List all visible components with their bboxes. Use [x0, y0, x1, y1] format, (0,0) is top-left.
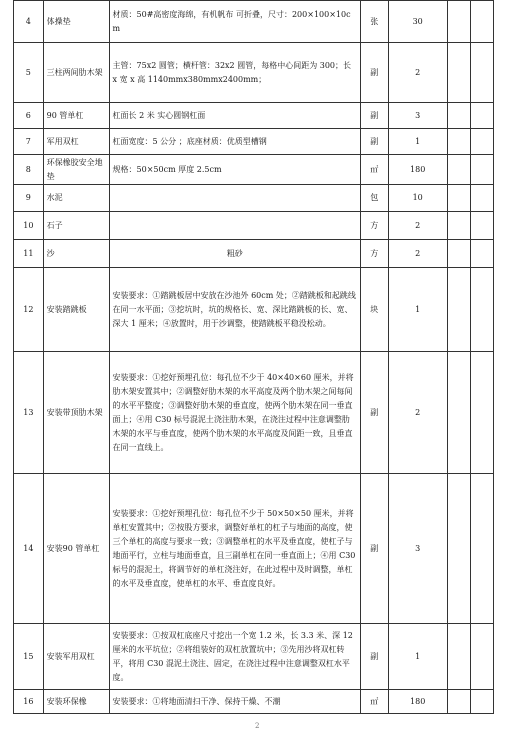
- item-unit: 方: [361, 212, 388, 240]
- item-name: 三柱两间肋木架: [43, 43, 109, 103]
- empty-cell: [470, 43, 493, 103]
- row-number: 10: [14, 212, 44, 240]
- item-quantity: 3: [388, 103, 447, 129]
- empty-cell: [447, 155, 470, 185]
- item-spec: 材质：50#高密度海绵，有机帆布 可折叠，尺寸：200×100×10cm: [109, 1, 361, 43]
- item-unit: 张: [361, 1, 388, 43]
- spec-table: [13, 0, 494, 714]
- empty-cell: [470, 155, 493, 185]
- item-unit: 副: [361, 103, 388, 129]
- item-quantity: 2: [388, 240, 447, 268]
- item-unit: ㎡: [361, 155, 388, 185]
- table-row: [14, 268, 494, 352]
- empty-cell: [447, 474, 470, 624]
- table-row: [14, 212, 494, 240]
- row-number: 13: [14, 352, 44, 474]
- empty-cell: [447, 103, 470, 129]
- item-spec: 安装要求：①挖好预埋孔位：每孔位不少于 40×40×60 厘米，并将肋木架安置其中；②调整好肋木架的水平高度及两个肋木架之间每间的水平平整度；③调整好肋木架的垂直度，使两个肋木架在同一垂直面上；④用 C30 标号混泥土浇注肋木架，在浇注过程中注意调整肋木架的水平与垂直度，使两个肋木架的水平高度及间距一致，且垂直在同一直线上。: [109, 352, 361, 474]
- item-spec: [109, 185, 361, 212]
- item-quantity: 2: [388, 352, 447, 474]
- table-row: [14, 129, 494, 155]
- empty-cell: [470, 690, 493, 714]
- table-row: [14, 1, 494, 43]
- row-number: 8: [14, 155, 44, 185]
- item-name: 安装90 管单杠: [43, 474, 109, 624]
- item-spec: 粗砂: [109, 240, 361, 268]
- empty-cell: [447, 624, 470, 690]
- item-quantity: 3: [388, 474, 447, 624]
- empty-cell: [470, 240, 493, 268]
- empty-cell: [470, 268, 493, 352]
- item-quantity: 180: [388, 690, 447, 714]
- row-number: 7: [14, 129, 44, 155]
- item-name: 安装踏跳板: [43, 268, 109, 352]
- page-number: 2: [255, 722, 260, 730]
- item-spec: 安装要求：①踏跳板居中安放在沙池外 60cm 处；②踏跳板和起跳线在同一水平面；③挖坑时，坑的规格长、宽、深比踏跳板的长、宽、深大 1 厘米；④放置时，用于沙调整，使踏跳板平稳没松动。: [109, 268, 361, 352]
- item-name: 安装环保橡: [43, 690, 109, 714]
- row-number: 11: [14, 240, 44, 268]
- item-spec: 安装要求：①将地面清扫干净、保持干燥、不潮: [109, 690, 361, 714]
- empty-cell: [447, 129, 470, 155]
- item-unit: 方: [361, 240, 388, 268]
- item-name: 体操垫: [43, 1, 109, 43]
- empty-cell: [447, 1, 470, 43]
- row-number: 4: [14, 1, 44, 43]
- item-quantity: 10: [388, 185, 447, 212]
- row-number: 12: [14, 268, 44, 352]
- empty-cell: [470, 185, 493, 212]
- empty-cell: [447, 352, 470, 474]
- table-row: [14, 624, 494, 690]
- item-quantity: 1: [388, 268, 447, 352]
- empty-cell: [447, 268, 470, 352]
- item-name: 安装军用双杠: [43, 624, 109, 690]
- table-row: [14, 690, 494, 714]
- empty-cell: [470, 129, 493, 155]
- row-number: 5: [14, 43, 44, 103]
- table-row: [14, 43, 494, 103]
- item-name: 石子: [43, 212, 109, 240]
- item-spec: [109, 212, 361, 240]
- item-quantity: 2: [388, 43, 447, 103]
- item-name: 环保橡胶安全地垫: [43, 155, 109, 185]
- empty-cell: [447, 185, 470, 212]
- item-spec: 安装要求：①挖好预埋孔位：每孔位不少于 50×50×50 厘米，并将单杠安置其中；②按股方要求，调整好单杠的杠子与地面的高度，使三个单杠的高度与要求一致；③调整单杠的水平及垂直度，使杠子与地面平行，立柱与地面垂直，且三副单杠在同一垂直面上；④用 C30 标号的混泥土，将调节好的单杠浇注好，在此过程中及时调整，单杠的水平及垂直度，使单杠的水平、垂直度良好。: [109, 474, 361, 624]
- item-unit: 副: [361, 624, 388, 690]
- row-number: 9: [14, 185, 44, 212]
- empty-cell: [447, 240, 470, 268]
- empty-cell: [470, 212, 493, 240]
- item-spec: 规格：50×50cm 厚度 2.5cm: [109, 155, 361, 185]
- item-spec: 杠面宽度：5 公分 ；底座材质：优质型槽钢: [109, 129, 361, 155]
- table-row: [14, 185, 494, 212]
- item-quantity: 2: [388, 212, 447, 240]
- item-name: 安装带顶肋木架: [43, 352, 109, 474]
- row-number: 6: [14, 103, 44, 129]
- item-unit: 包: [361, 185, 388, 212]
- item-name: 军用双杠: [43, 129, 109, 155]
- item-name: 水泥: [43, 185, 109, 212]
- table-row: [14, 240, 494, 268]
- item-spec: 杠面长 2 米 实心圆钢杠面: [109, 103, 361, 129]
- item-unit: 副: [361, 352, 388, 474]
- empty-cell: [470, 1, 493, 43]
- item-spec: 安装要求：①按双杠底座尺寸挖出一个宽 1.2 米，长 3.3 米、深 12 厘米的水平坑位；②将组装好的双杠放置坑中；③先用沙将双杠转平，将用 C30 混泥土浇注、固定，在浇注过程中注意调整双杠水平度。: [109, 624, 361, 690]
- item-unit: 块: [361, 268, 388, 352]
- item-unit: ㎡: [361, 690, 388, 714]
- empty-cell: [447, 690, 470, 714]
- item-unit: 副: [361, 43, 388, 103]
- item-name: 90 管单杠: [43, 103, 109, 129]
- empty-cell: [447, 212, 470, 240]
- empty-cell: [447, 43, 470, 103]
- empty-cell: [470, 352, 493, 474]
- item-name: 沙: [43, 240, 109, 268]
- table-row: [14, 103, 494, 129]
- row-number: 16: [14, 690, 44, 714]
- table-row: [14, 474, 494, 624]
- item-spec: 主管：75x2 圆管；横杆管：32x2 圆管，每格中心间距为 300；长 x 宽 x 高 1140mmx380mmx2400mm；: [109, 43, 361, 103]
- empty-cell: [470, 624, 493, 690]
- table-row: [14, 155, 494, 185]
- empty-cell: [470, 474, 493, 624]
- item-unit: 副: [361, 129, 388, 155]
- row-number: 14: [14, 474, 44, 624]
- item-quantity: 180: [388, 155, 447, 185]
- item-unit: 副: [361, 474, 388, 624]
- item-quantity: 30: [388, 1, 447, 43]
- item-quantity: 1: [388, 624, 447, 690]
- table-row: [14, 352, 494, 474]
- item-quantity: 1: [388, 129, 447, 155]
- row-number: 15: [14, 624, 44, 690]
- empty-cell: [470, 103, 493, 129]
